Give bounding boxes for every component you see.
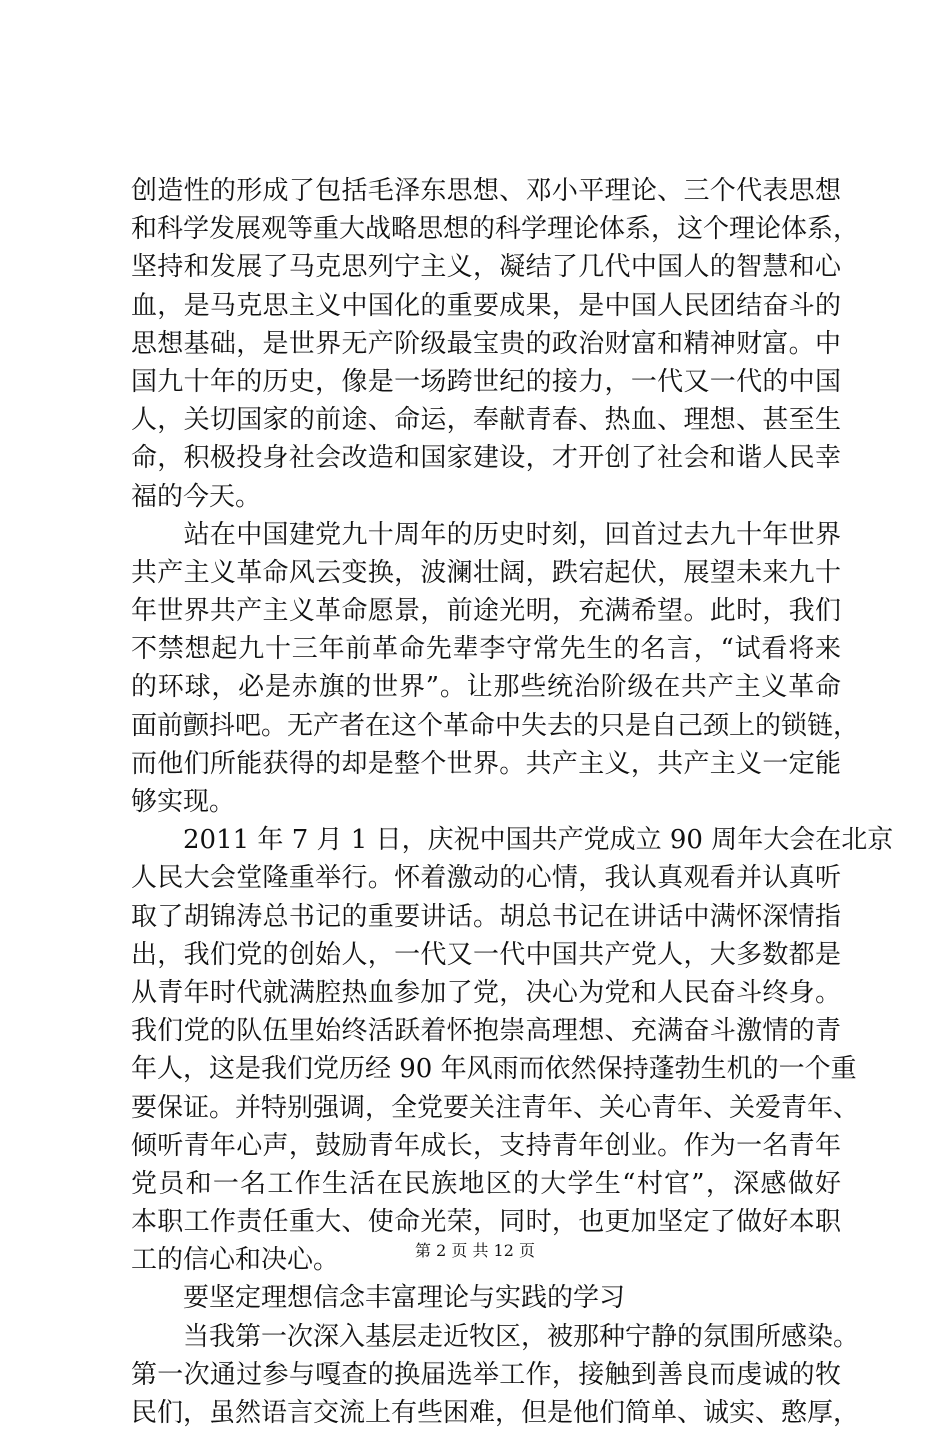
text-line: 站在中国建党九十周年的历史时刻，回首过去九十年世界 — [131, 519, 841, 550]
text-line: 人，关切国家的前途、命运，奉献青春、热血、理想、甚至生 — [131, 405, 841, 436]
text-line: 工的信心和决心。 — [131, 1245, 340, 1276]
text-line: 出，我们党的创始人，一代又一代中国共产党人，大多数都是 — [131, 939, 841, 970]
text-line: 我们党的队伍里始终活跃着怀抱崇高理想、充满奋斗激情的青 — [131, 1016, 841, 1047]
text-line: 坚持和发展了马克思列宁主义，凝结了几代中国人的智慧和心 — [131, 252, 841, 283]
text-line: 倾听青年心声，鼓励青年成长，支持青年创业。作为一名青年 — [131, 1130, 841, 1161]
text-line: 血，是马克思主义中国化的重要成果，是中国人民团结奋斗的 — [131, 290, 841, 321]
text-line: 第一次通过参与嘎查的换届选举工作，接触到善良而虔诚的牧 — [131, 1359, 841, 1390]
text-line: 福的今天。 — [131, 481, 262, 512]
text-line: 够实现。 — [131, 787, 236, 817]
text-line: 取了胡锦涛总书记的重要讲话。胡总书记在讲话中满怀深情指 — [131, 901, 841, 932]
text-line: 的环球，必是赤旗的世界”。让那些统治阶级在共产主义革命 — [131, 672, 841, 703]
section-heading: 要坚定理想信念丰富理论与实践的学习 — [131, 1283, 626, 1314]
page-number-footer: 第 2 页 共 12 页 — [415, 1241, 535, 1260]
text-line: 年人，这是我们党历经 90 年风雨而依然保持蓬勃生机的一个重 — [131, 1054, 857, 1085]
text-line: 国九十年的历史，像是一场跨世纪的接力，一代又一代的中国 — [131, 366, 841, 397]
text-line: 思想基础，是世界无产阶级最宝贵的政治财富和精神财富。中 — [131, 328, 841, 359]
text-line: 党员和一名工作生活在民族地区的大学生“村官”，深感做好 — [131, 1168, 841, 1199]
text-line: 不禁想起九十三年前革命先辈李守常先生的名言，“试看将来 — [131, 634, 841, 665]
text-line: 命，积极投身社会改造和国家建设，才开创了社会和谐人民幸 — [131, 443, 841, 474]
text-line: 当我第一次深入基层走近牧区，被那种宁静的氛围所感染。 — [131, 1321, 860, 1352]
text-line: 2011 年 7 月 1 日，庆祝中国共产党成立 90 周年大会在北京 — [131, 825, 894, 856]
text-line: 和科学发展观等重大战略思想的科学理论体系，这个理论体系， — [131, 214, 860, 245]
text-line: 年世界共产主义革命愿景，前途光明，充满希望。此时，我们 — [131, 596, 841, 627]
text-line: 民们，虽然语言交流上有些困难，但是他们简单、诚实、憨厚， — [131, 1398, 860, 1428]
text-line: 人民大会堂隆重举行。怀着激动的心情，我认真观看并认真听 — [131, 863, 841, 894]
text-line: 面前颤抖吧。无产者在这个革命中失去的只是自己颈上的锁链， — [131, 710, 860, 741]
text-line: 而他们所能获得的却是整个世界。共产主义，共产主义一定能 — [131, 748, 841, 779]
text-line: 要保证。并特别强调，全党要关注青年、关心青年、关爱青年、 — [131, 1092, 860, 1123]
text-line: 从青年时代就满腔热血参加了党，决心为党和人民奋斗终身。 — [131, 977, 841, 1008]
text-line: 共产主义革命风云变换，波澜壮阔，跌宕起伏，展望未来九十 — [131, 557, 841, 588]
text-line: 本职工作责任重大、使命光荣，同时，也更加坚定了做好本职 — [131, 1207, 841, 1238]
text-line: 创造性的形成了包括毛泽东思想、邓小平理论、三个代表思想 — [131, 176, 841, 206]
